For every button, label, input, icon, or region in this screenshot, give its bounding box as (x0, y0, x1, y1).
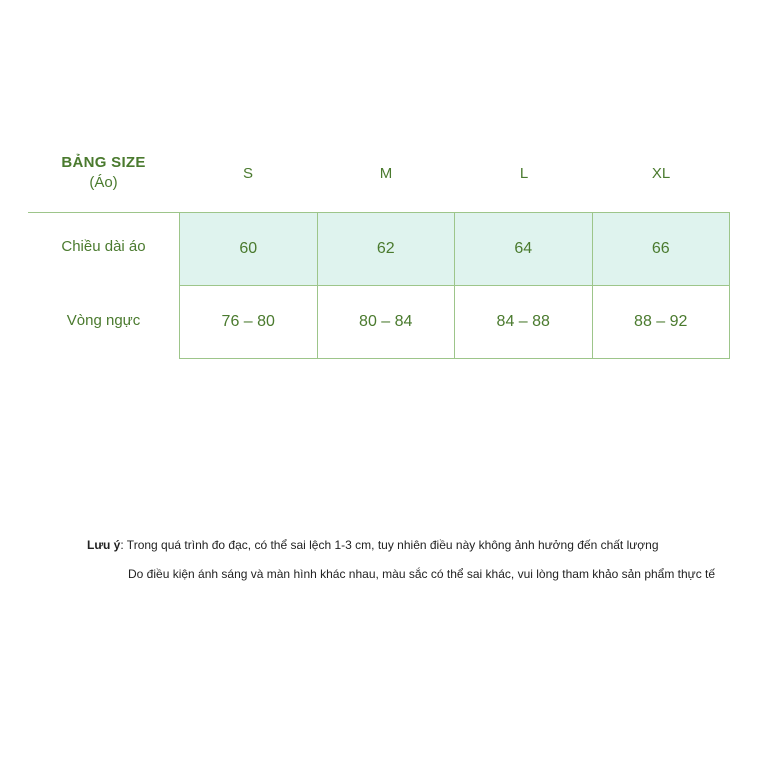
size-header-s: S (242, 165, 253, 182)
size-table (179, 212, 730, 359)
row-label-chest: Vòng ngực (66, 312, 141, 329)
table-cell: 88 – 92 (634, 313, 688, 330)
note-text-1: : Trong quá trình đo đạc, có thể sai lệch 1-3 cm, tuy nhiên điều này không ảnh hưởng đến chất lượng (120, 538, 659, 552)
table-row-chest (180, 286, 729, 358)
table-cell: 76 – 80 (180, 286, 318, 358)
note-line-2: Do điều kiện ánh sáng và màn hình khác nhau, màu sắc có thể sai khác, vui lòng tham khảo sản phẩm thực tế (128, 567, 716, 581)
table-cell: 64 (455, 213, 593, 285)
note-label: Lưu ý (87, 538, 121, 552)
table-cell: 80 – 84 (318, 286, 456, 358)
size-header-xl: XL (651, 165, 671, 182)
table-cell: 62 (318, 213, 456, 285)
row-label-length: Chiều dài áo (61, 238, 146, 255)
note-line-1 (87, 538, 659, 552)
table-cell: 66 (651, 240, 670, 257)
header-divider (28, 212, 180, 213)
table-title: BẢNG SIZE (61, 154, 146, 171)
table-subtitle: (Áo) (89, 174, 118, 191)
table-cell: 84 – 88 (455, 286, 593, 358)
table-cell: 60 (180, 213, 318, 285)
size-header-l: L (519, 165, 529, 182)
table-row-length (180, 213, 729, 286)
table-title-block (28, 153, 179, 193)
size-header-m: M (379, 165, 393, 182)
